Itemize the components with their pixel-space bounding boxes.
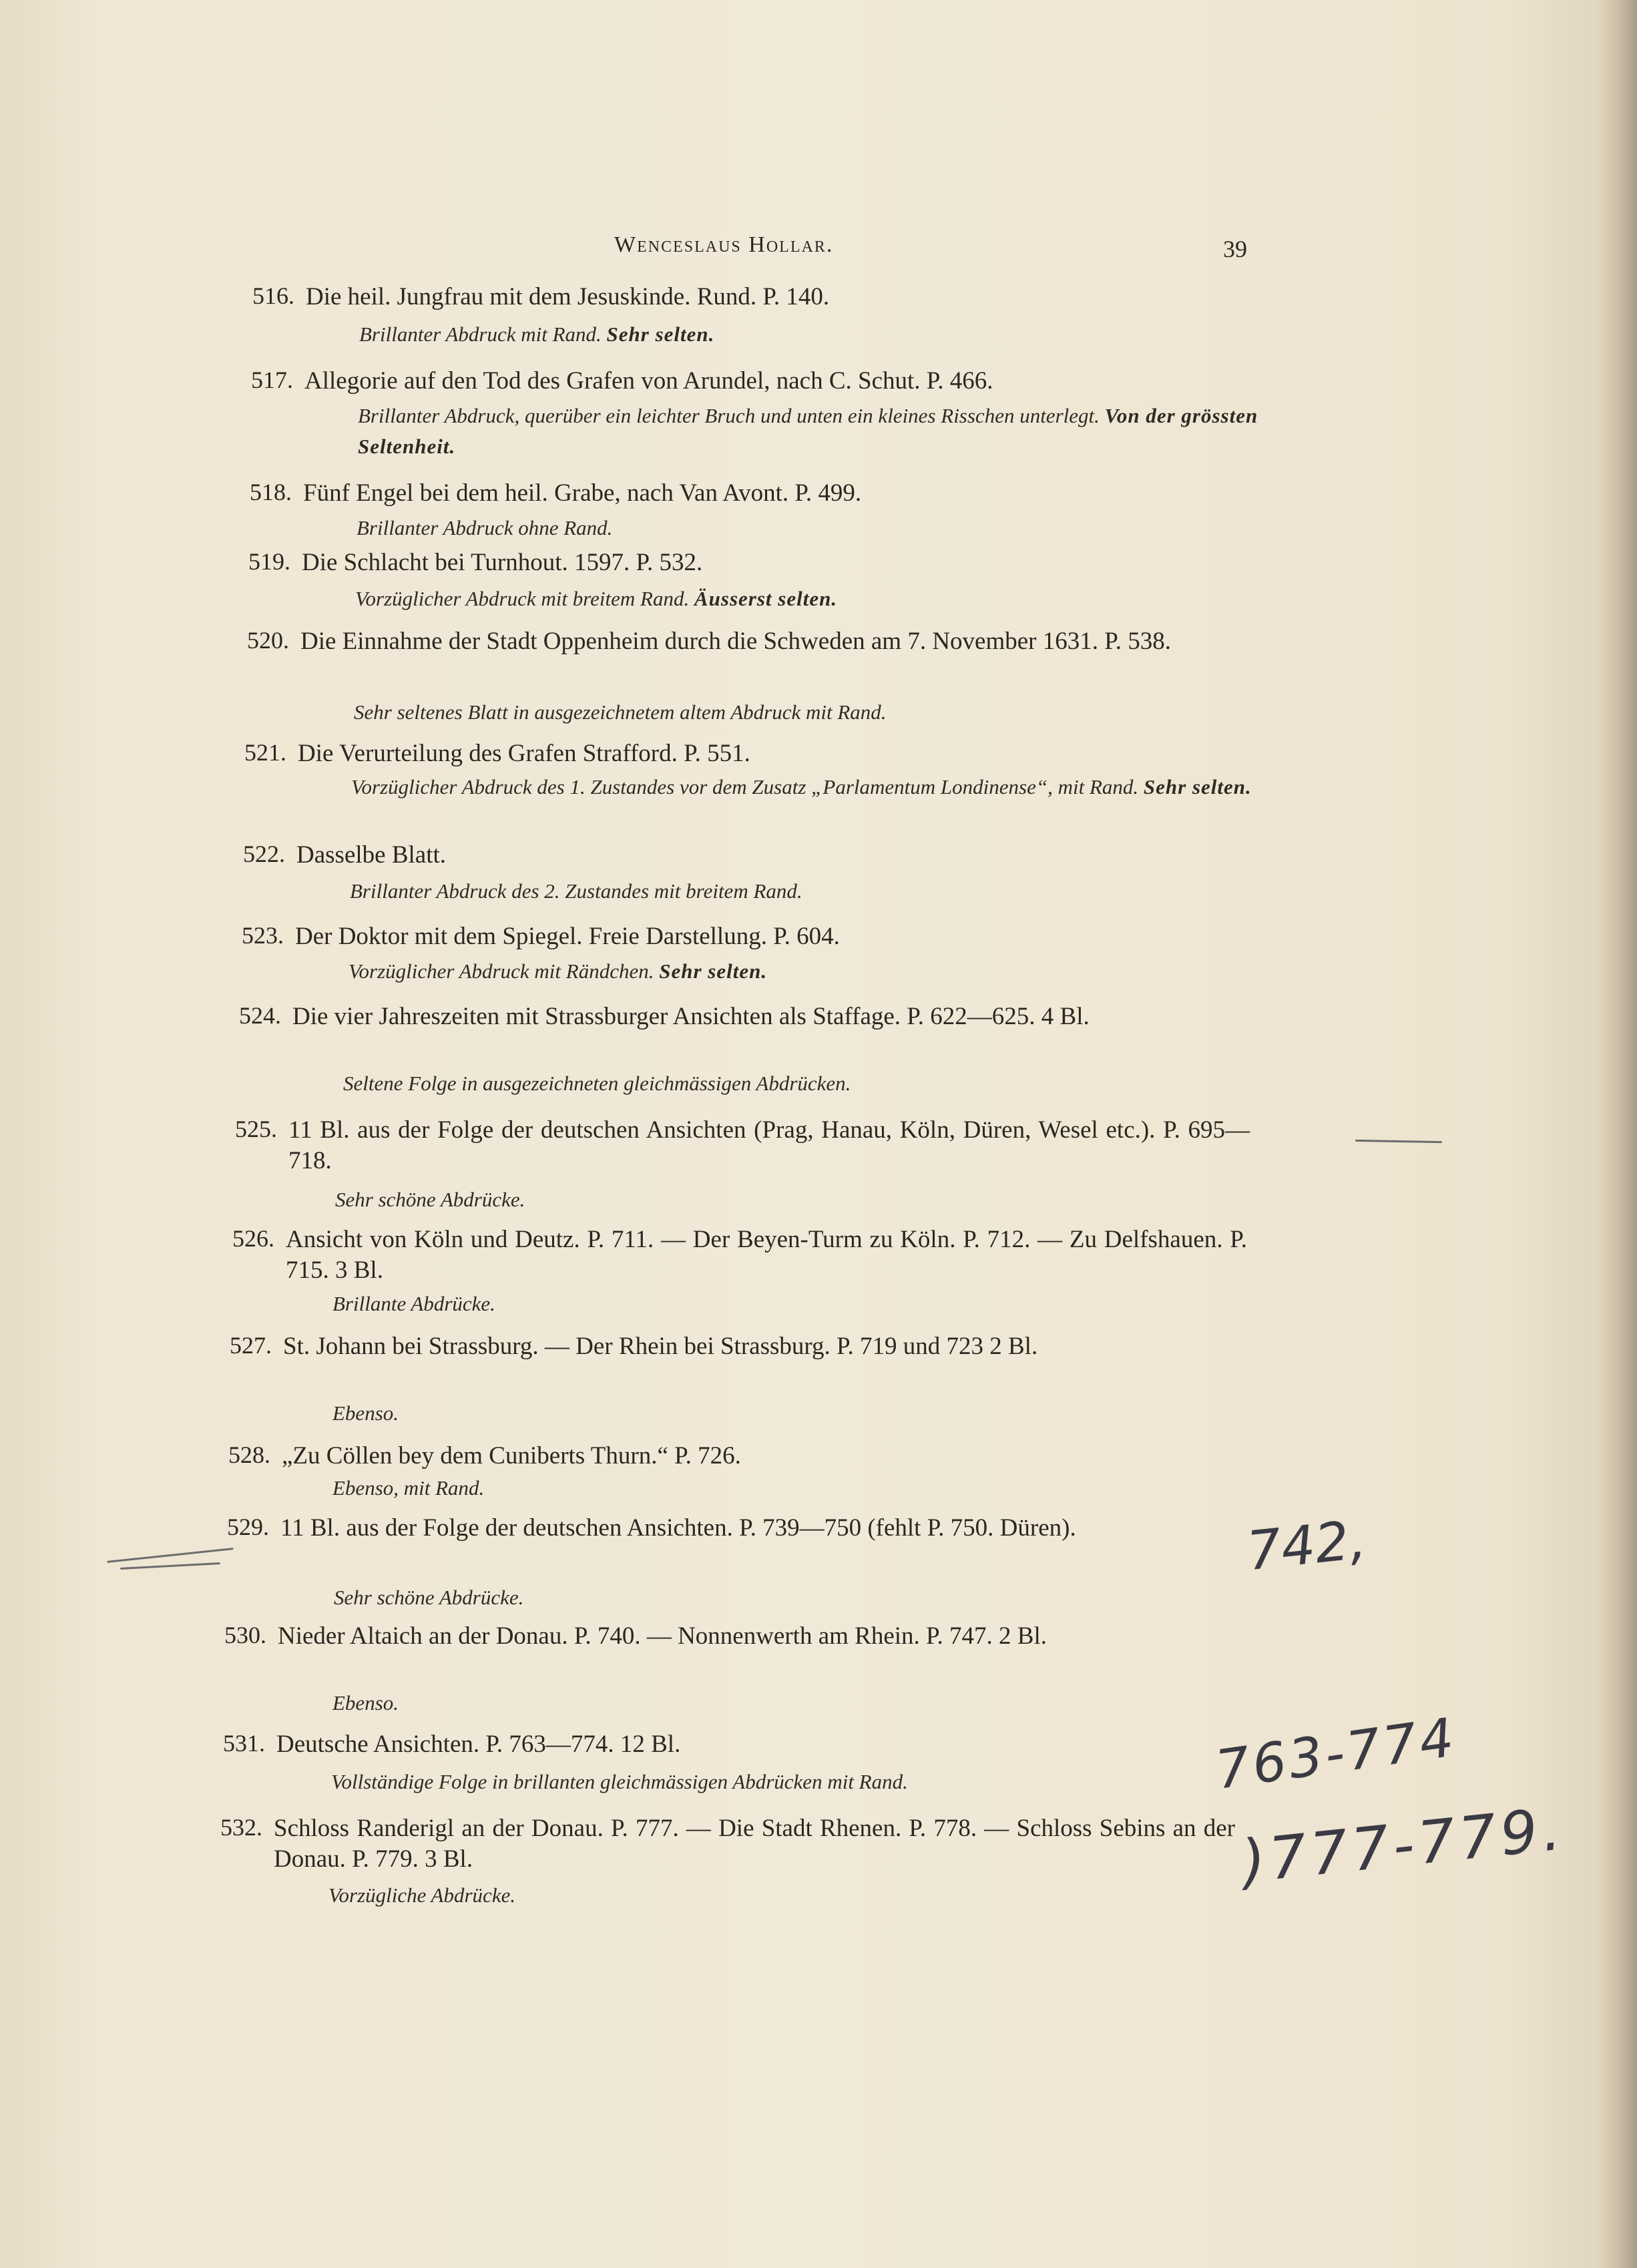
entry-description: Brillanter Abdruck ohne Rand. (357, 516, 613, 539)
entry-description: Ebenso. (332, 1691, 399, 1715)
entry-number: 525. (235, 1116, 277, 1142)
entry-description: Seltene Folge in ausgezeichneten gleichmässigen Abdrücken. (343, 1072, 851, 1095)
page-number: 39 (1223, 236, 1247, 262)
entry-description: Vorzüglicher Abdruck mit breitem Rand. Äusserst selten. (355, 587, 838, 610)
entry-number: 519. (248, 548, 290, 575)
entry-number: 527. (230, 1332, 272, 1359)
handwritten-note-529: 742, (1244, 1508, 1369, 1583)
entry-title: Deutsche Ansichten. P. 763—774. 12 Bl. (276, 1731, 681, 1758)
entry-description: Ebenso. (332, 1401, 399, 1425)
entry-title: Dasselbe Blatt. (296, 841, 447, 869)
entry-number: 521. (244, 739, 286, 766)
entry-description: Brillanter Abdruck mit Rand. Sehr selten. (359, 322, 715, 346)
entry-description: Brillante Abdrücke. (332, 1292, 495, 1315)
entry-description: Sehr schöne Abdrücke. (335, 1188, 525, 1211)
entry-title: 11 Bl. aus der Folge der deutschen Ansichten (Prag, Hanau, Köln, Düren, Wesel etc.). P. 695—718. (288, 1116, 1250, 1174)
entry-number: 523. (242, 922, 284, 949)
entry-title: St. Johann bei Strassburg. — Der Rhein bei Strassburg. P. 719 und 723 2 Bl. (283, 1333, 1038, 1360)
entry-title: Die Verurteilung des Grafen Strafford. P. 551. (298, 740, 750, 767)
entry-number: 524. (239, 1002, 281, 1029)
entry-title: 11 Bl. aus der Folge der deutschen Ansichten. P. 739—750 (fehlt P. 750. Düren). (280, 1514, 1076, 1542)
running-title: Wenceslaus Hollar. (614, 232, 834, 257)
entry-description: Vorzügliche Abdrücke. (328, 1883, 516, 1907)
entry-title: Die vier Jahreszeiten mit Strassburger Ansichten als Staffage. P. 622—625. 4 Bl. (292, 1003, 1090, 1030)
entry-title: „Zu Cöllen bey dem Cuniberts Thurn.“ P. 726. (282, 1442, 741, 1469)
entry-title: Die Schlacht bei Turnhout. 1597. P. 532. (302, 549, 703, 576)
entry-description: Brillanter Abdruck des 2. Zustandes mit breitem Rand. (350, 879, 802, 903)
entry-number: 530. (224, 1622, 266, 1648)
entry-number: 531. (223, 1730, 265, 1757)
entry-description: Vorzüglicher Abdruck des 1. Zustandes vor dem Zusatz „Parlamentum Londinense“, mit Rand. Sehr selten. (351, 775, 1252, 799)
entry-description: Sehr schöne Abdrücke. (334, 1586, 524, 1609)
entry-title: Allegorie auf den Tod des Grafen von Arundel, nach C. Schut. P. 466. (304, 367, 993, 395)
entry-description: Sehr seltenes Blatt in ausgezeichnetem altem Abdruck mit Rand. (354, 700, 887, 724)
entry-number: 526. (232, 1225, 274, 1252)
entry-number: 520. (247, 627, 289, 654)
entry-number: 517. (251, 367, 293, 393)
entry-title: Die heil. Jungfrau mit dem Jesuskinde. Rund. P. 140. (306, 283, 830, 310)
entry-number: 529. (227, 1514, 269, 1540)
entry-title: Nieder Altaich an der Donau. P. 740. — Nonnenwerth am Rhein. P. 747. 2 Bl. (278, 1622, 1047, 1650)
entry-description: Vorzüglicher Abdruck mit Rändchen. Sehr selten. (348, 959, 768, 983)
handwritten-note-532: )777-779. (1238, 1793, 1568, 1897)
entry-number: 518. (250, 479, 292, 505)
entry-title: Der Doktor mit dem Spiegel. Freie Darstellung. P. 604. (295, 923, 840, 950)
entry-title: Ansicht von Köln und Deutz. P. 711. — Der Beyen-Turm zu Köln. P. 712. — Zu Delfshauen. P. 715. 3 Bl. (286, 1226, 1247, 1284)
entry-number: 532. (220, 1814, 262, 1841)
entry-title: Fünf Engel bei dem heil. Grabe, nach Van Avont. P. 499. (303, 479, 862, 507)
entry-description: Ebenso, mit Rand. (332, 1476, 485, 1500)
entry-title: Schloss Randerigl an der Donau. P. 777. — Die Stadt Rhenen. P. 778. — Schloss Sebins an der Donau. P. 779. 3 Bl. (274, 1815, 1235, 1873)
entry-number: 516. (252, 282, 294, 309)
entry-title: Die Einnahme der Stadt Oppenheim durch die Schweden am 7. November 1631. P. 538. (300, 628, 1171, 655)
entry-description: Brillanter Abdruck, querüber ein leichter Bruch und unten ein kleines Risschen unterlegt. Von der grössten Seltenheit. (358, 404, 1258, 458)
entry-number: 522. (243, 841, 285, 867)
entry-number: 528. (228, 1441, 270, 1468)
entry-description: Vollständige Folge in brillanten gleichmässigen Abdrücken mit Rand. (331, 1770, 908, 1793)
handwritten-note-531: 763-774 (1212, 1706, 1460, 1801)
